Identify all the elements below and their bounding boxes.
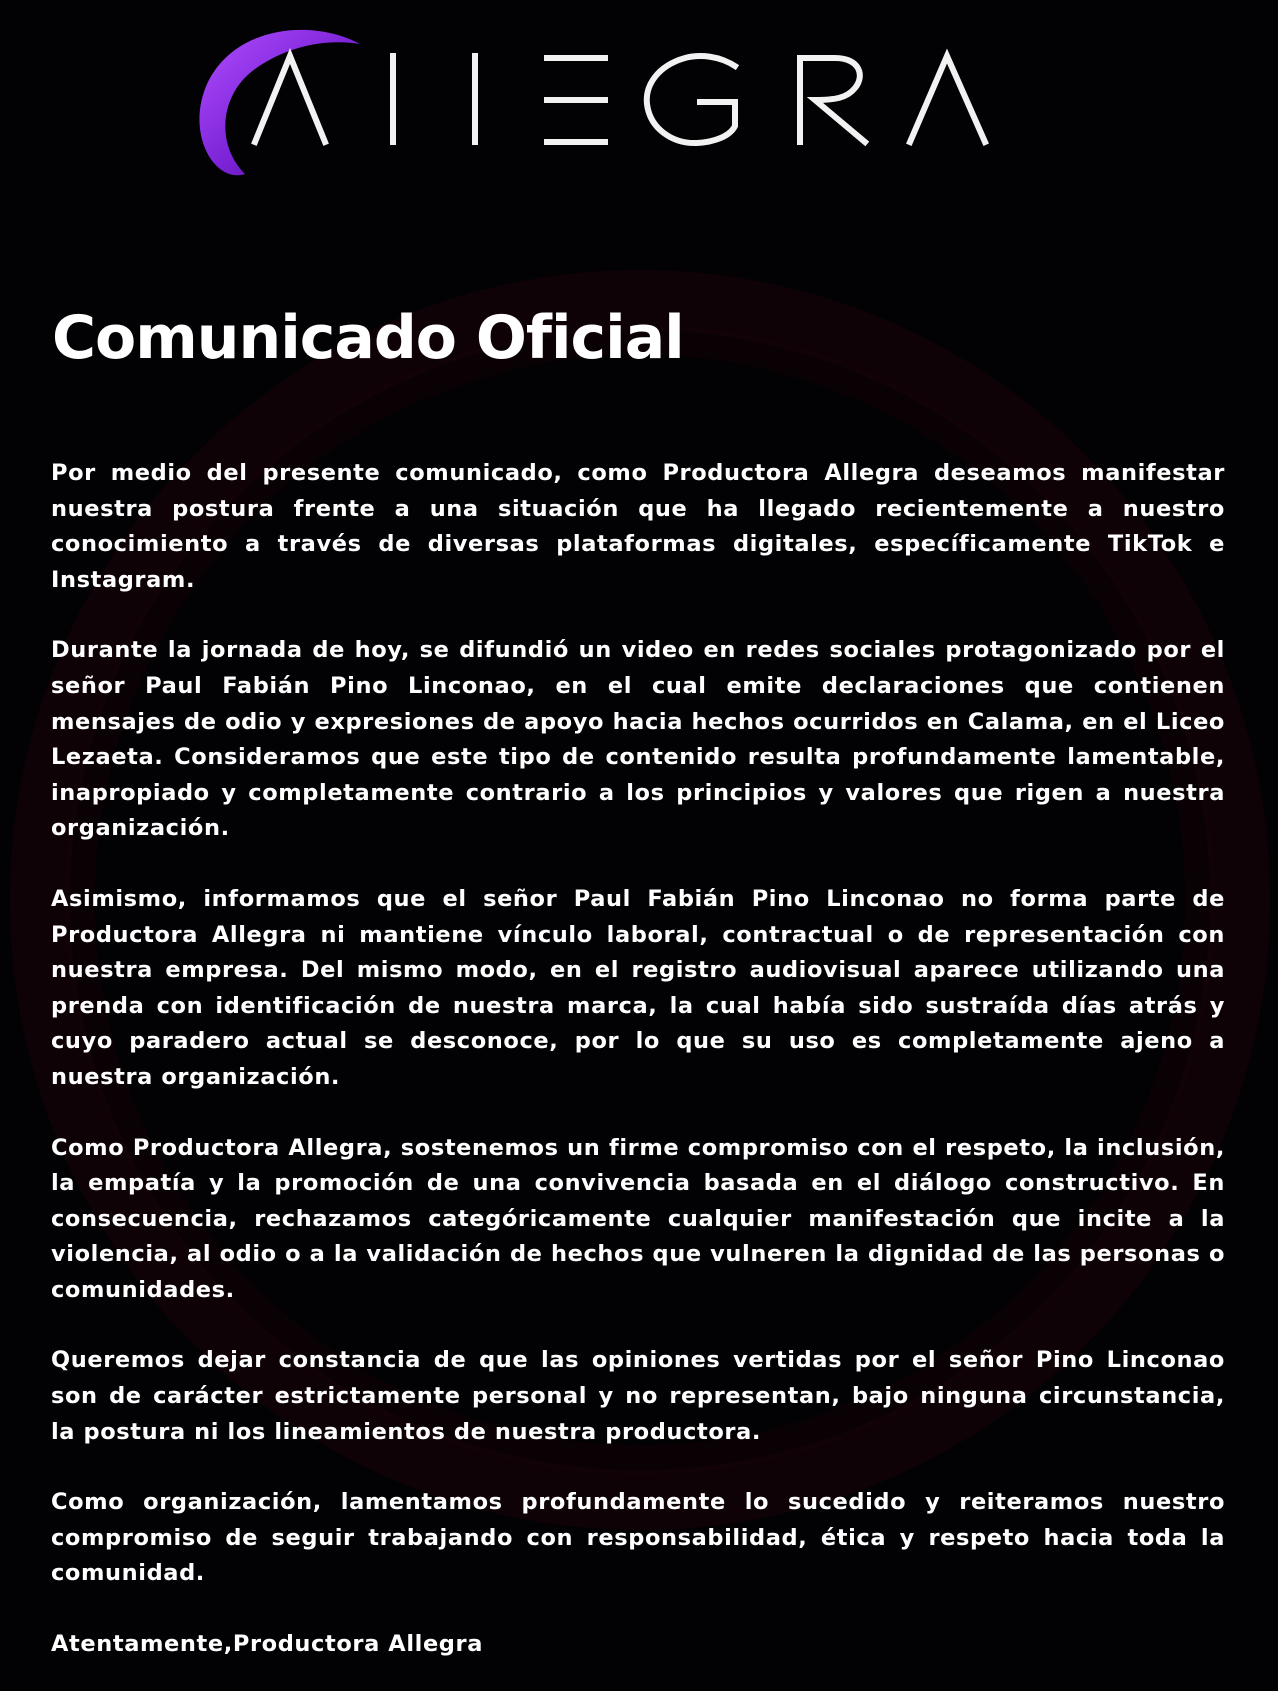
paragraph-5: Queremos dejar constancia de que las opiniones vertidas por el señor Pino Linconao son de carácter estrictamente personal y no representan, bajo ninguna circunstancia, la postura ni los lineamientos de nuestra productora. [51,1347,1225,1445]
paragraph-6: Como organización, lamentamos profundamente lo sucedido y reiteramos nuestro compromiso de seguir trabajando con responsabilidad, ética y respeto hacia toda la comunidad. [51,1489,1225,1587]
paragraph-3: Asimismo, informamos que el señor Paul Fabián Pino Linconao no forma parte de Productora Allegra ni mantiene vínculo laboral, contractual o de representación con nuestra empresa. Del mismo modo, en el registro audiovisual aparece utilizando una prenda con identificación de nuestra marca, la cual había sido sustraída días atrás y cuyo paradero actual se desconoce, por lo que su uso es completamente ajeno a nuestra organización. [51,885,1225,1090]
page-title: Comunicado Oficial [52,303,684,373]
crescent-moon-icon [199,30,360,175]
paragraph-4: Como Productora Allegra, sostenemos un firme compromiso con el respeto, la inclusión, la empatía y la promoción de una convivencia basada en el diálogo constructivo. En consecuencia, rechazamos categóricamente cualquier manifestación que incite a la violencia, al odio o a la validación de hechos que vulneren la dignidad de las personas o comunidades. [51,1134,1225,1303]
paragraph-1: Por medio del presente comunicado, como Productora Allegra deseamos manifestar nuestra postura frente a una situación que ha llegado recientemente a nuestro conocimiento a través de diversas plataformas digitales, específicamente TikTok e Instagram. [51,460,1225,593]
allegra-logo [195,14,1085,204]
announcement-body [51,456,1225,1663]
paragraph-2: Durante la jornada de hoy, se difundió un video en redes sociales protagonizado por el señor Paul Fabián Pino Linconao, en el cual emite declaraciones que contienen mensajes de odio y expresiones de apoyo hacia hechos ocurridos en Calama, en el Liceo Lezaeta. Consideramos que este tipo de contenido resulta profundamente lamentable, inapropiado y completamente contrario a los principios y valores que rigen a nuestra organización. [51,637,1225,842]
signature: Atentamente,Productora Allegra [51,1631,483,1658]
